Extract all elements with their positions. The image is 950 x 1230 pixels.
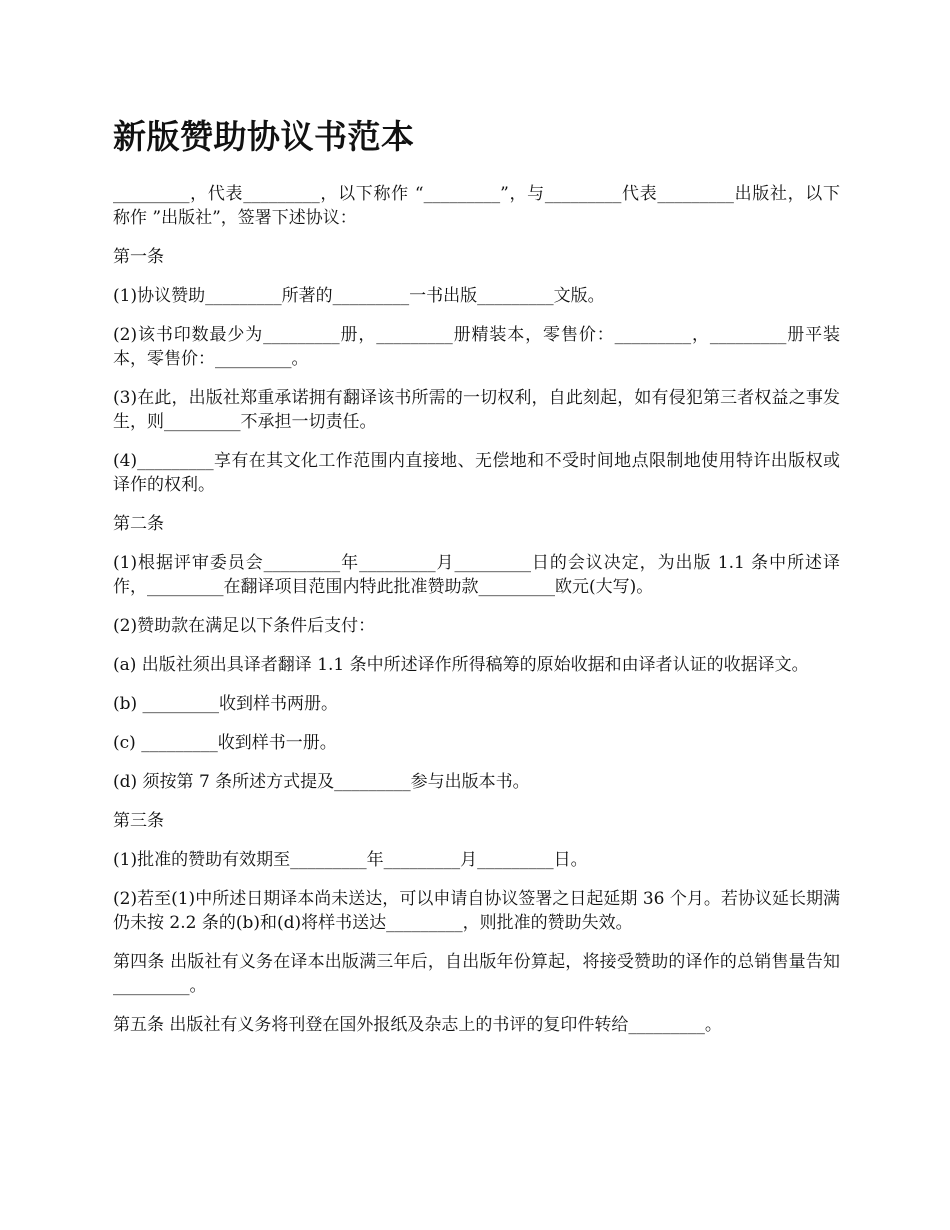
article-1-clause-4: (4)_________享有在其文化工作范围内直接地、无偿地和不受时间地点限制地使用特许出版权或译作的权利。: [113, 451, 840, 495]
article-2-item-b: (b) _________收到样书两册。: [113, 694, 339, 714]
article-5-paragraph: 第五条 出版社有义务将刊登在国外报纸及杂志上的书评的复印件转给_________。: [113, 1015, 722, 1035]
article-2-item-a: (a) 出版社须出具译者翻译 1.1 条中所述译作所得稿筹的原始收据和由译者认证的收据译文。: [113, 655, 809, 675]
article-2-item-c: (c) _________收到样书一册。: [113, 733, 337, 753]
article-2-item-d: (d) 须按第 7 条所述方式提及_________参与出版本书。: [113, 772, 530, 792]
article-2-heading: 第二条: [113, 514, 164, 534]
article-4-paragraph: 第四条 出版社有义务在译本出版满三年后，自出版年份算起，将接受赞助的译作的总销售量告知_________。: [113, 952, 840, 996]
article-3-heading: 第三条: [113, 811, 164, 831]
document-title: 新版赞助协议书范本: [113, 117, 415, 156]
intro-paragraph: _________，代表_________，以下称作 “_________”，与_________代表_________出版社，以下称作 ”出版社”，签署下述协议：: [113, 184, 840, 228]
article-1-clause-2: (2)该书印数最少为_________册，_________册精装本，零售价：_________，_________册平装本，零售价：_________。: [113, 325, 840, 369]
article-1-clause-3: (3)在此，出版社郑重承诺拥有翻译该书所需的一切权利，自此刻起，如有侵犯第三者权益之事发生，则_________不承担一切责任。: [113, 388, 840, 432]
article-3-clause-2: (2)若至(1)中所述日期译本尚未送达，可以申请自协议签署之日起延期 36 个月。若协议延长期满仍未按 2.2 条的(b)和(d)将样书送达_________，则批准的赞助失效。: [113, 889, 840, 933]
document-page: [113, 112, 840, 1052]
article-1-clause-1: (1)协议赞助_________所著的_________一书出版_________文版。: [113, 286, 605, 306]
article-3-clause-1: (1)批准的赞助有效期至_________年_________月_________日。: [113, 850, 588, 870]
article-2-clause-2: (2)赞助款在满足以下条件后支付：: [113, 616, 376, 636]
article-2-clause-1: (1)根据评审委员会_________年_________月_________日的会议决定，为出版 1.1 条中所述译作，_________在翻译项目范围内特此批准赞助款_________欧元(大写)。: [113, 553, 840, 597]
article-1-heading: 第一条: [113, 247, 164, 267]
